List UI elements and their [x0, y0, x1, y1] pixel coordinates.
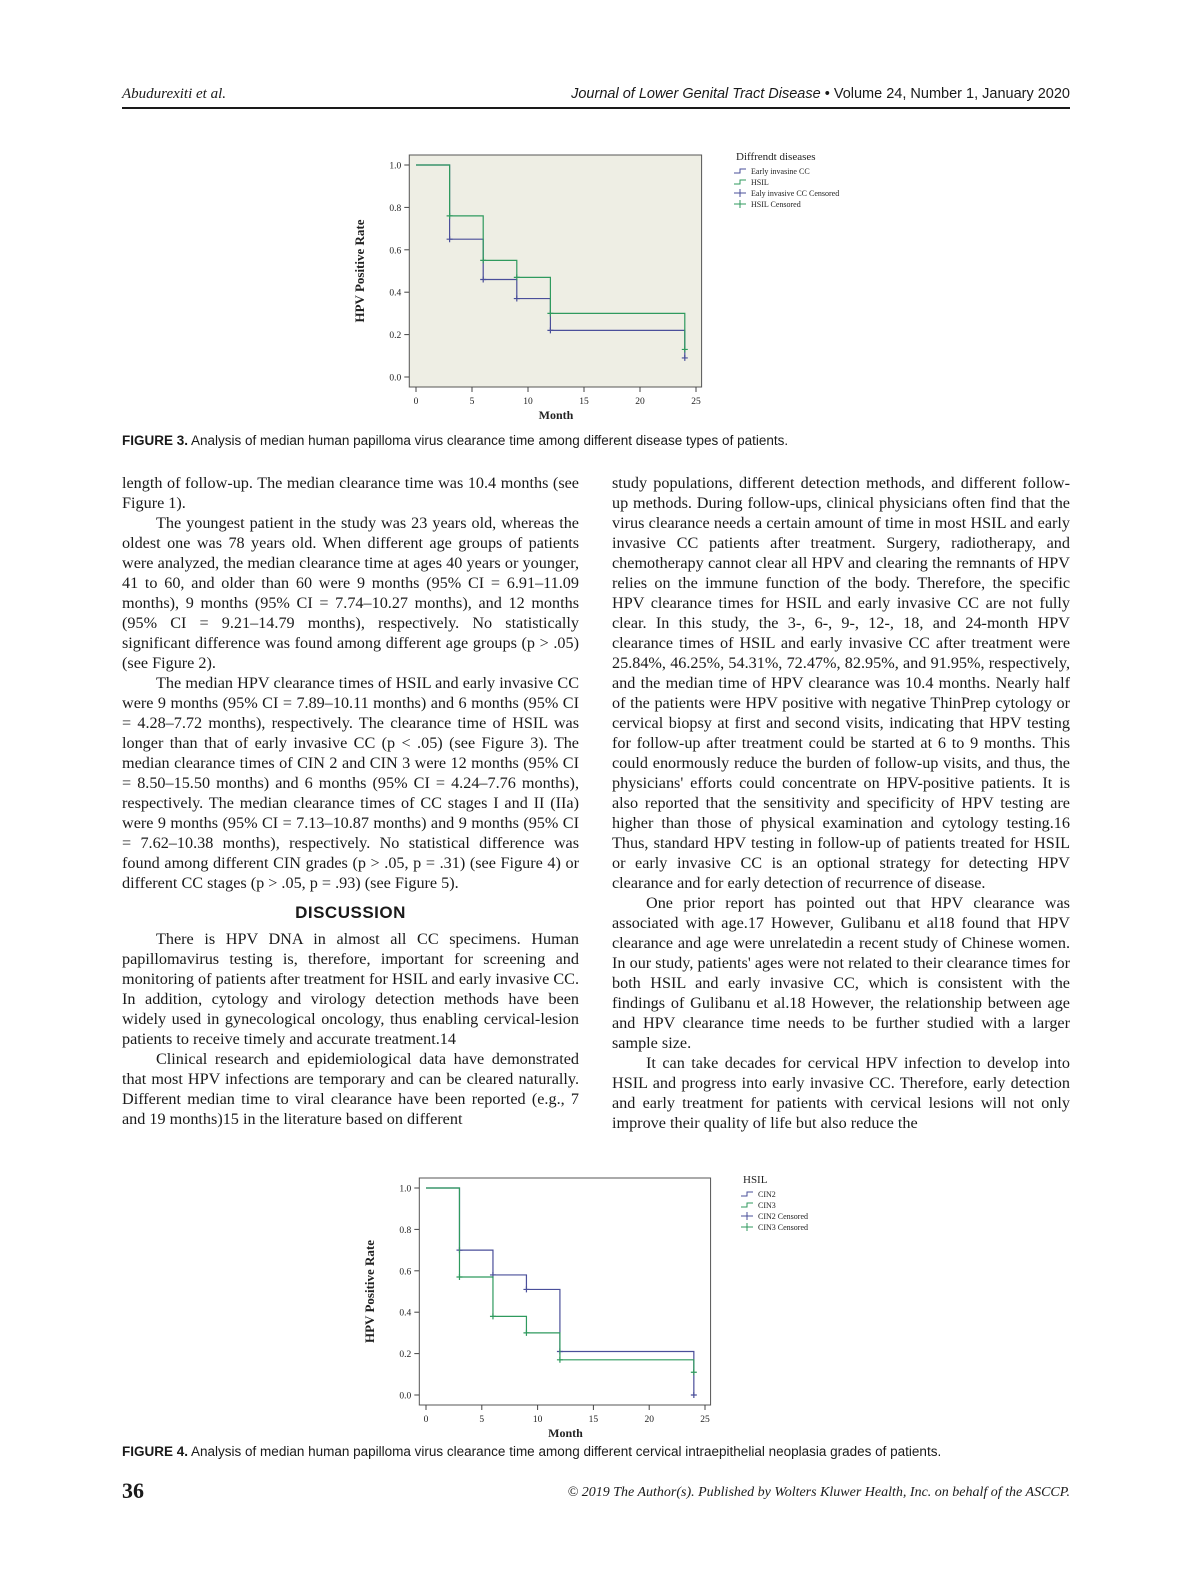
- paragraph: length of follow-up. The median clearance time was 10.4 months (see Figure 1).: [122, 474, 579, 512]
- figure-4-caption-label: FIGURE 4.: [122, 1444, 189, 1459]
- y-axis-label: HPV Positive Rate: [352, 219, 367, 323]
- header-volume: Volume 24, Number 1, January 2020: [833, 86, 1070, 102]
- x-tick-label: 10: [532, 1415, 543, 1425]
- legend-swatch-censor: [741, 1223, 753, 1231]
- header-bullet: •: [824, 86, 830, 102]
- figure-4: [350, 1168, 850, 1443]
- figure-3-caption: [122, 433, 1080, 448]
- plot-area: [409, 155, 701, 387]
- figure-3-caption-text: Analysis of median human papilloma virus clearance time among different disease types of patients.: [191, 433, 789, 448]
- y-tick-label: 0.6: [399, 1267, 412, 1278]
- y-tick-label: 1.0: [389, 161, 402, 172]
- copyright-notice: © 2019 The Author(s). Published by Wolters Kluwer Health, Inc. on behalf of the ASCCP.: [567, 1485, 1070, 1500]
- paragraph: The youngest patient in the study was 23 years old, whereas the oldest one was 78 years old. When different age groups of patients were analyzed, the median clearance time at ages 40 years or younger, 41 to 60, and older than 60 were 9 months (95% CI = 6.91–11.09 months), 9 months (95% CI = 7.74–10.27 months), and 12 months (95% CI = 9.21–14.79 months), respectively. No statistically significant difference was found among different age groups (p > .05) (see Figure 2).: [122, 514, 579, 672]
- right-column: [612, 473, 1070, 1133]
- header-journal: Journal of Lower Genital Tract Disease: [571, 86, 821, 102]
- legend-swatch-censor: [734, 200, 746, 208]
- y-axis-label: HPV Positive Rate: [362, 1239, 377, 1344]
- y-tick-label: 0.0: [399, 1391, 412, 1402]
- header-authors: Abudurexiti et al.: [122, 86, 227, 102]
- legend-item: Early invasine CC: [751, 167, 810, 176]
- discussion-heading: DISCUSSION: [295, 903, 406, 922]
- legend-item: CIN3 Censored: [758, 1223, 808, 1232]
- paragraph: It can take decades for cervical HPV infection to develop into HSIL and progress into early invasive CC. Therefore, early detection and early treatment for patients with cervical lesions will not only improve their quality of life but also reduce the: [612, 1054, 1070, 1132]
- y-tick-label: 0.8: [399, 1225, 412, 1236]
- legend-item: HSIL: [751, 178, 769, 187]
- x-tick-label: 0: [413, 397, 419, 407]
- y-tick-label: 0.4: [389, 288, 402, 299]
- paragraph: One prior report has pointed out that HPV clearance was associated with age.17 However, Gulibanu et al18 found that HPV clearance and age were unrelatedin a recent study of Chinese women. In our study, patients' ages were not related to their clearance times for both HSIL and early invasive CC, which is consistent with the findings of Gulibanu et al.18 However, the relationship between age and HPV clearance time needs to be further studied with a larger sample size.: [612, 894, 1070, 1052]
- legend-swatch-line: [734, 169, 746, 173]
- x-axis-label: Month: [538, 408, 574, 422]
- y-tick-label: 0.4: [399, 1308, 412, 1319]
- x-tick-label: 5: [479, 1415, 485, 1425]
- legend-title: HSIL: [743, 1174, 768, 1186]
- x-tick-label: 5: [469, 397, 475, 407]
- legend-swatch-line: [734, 180, 746, 184]
- x-tick-label: 15: [588, 1415, 599, 1425]
- x-tick-label: 0: [423, 1415, 429, 1425]
- y-tick-label: 0.0: [389, 373, 402, 384]
- running-header: [122, 86, 1070, 106]
- y-tick-label: 1.0: [399, 1184, 412, 1195]
- x-tick-label: 25: [691, 397, 701, 407]
- header-journal-info: [571, 86, 1070, 102]
- page-number: 36: [122, 1478, 144, 1503]
- y-tick-label: 0.2: [389, 331, 402, 342]
- x-tick-label: 25: [700, 1415, 710, 1425]
- legend-item: CIN2 Censored: [758, 1212, 808, 1221]
- left-column: [122, 473, 579, 1129]
- legend-swatch-censor: [734, 189, 746, 197]
- legend-title: Diffrendt diseases: [736, 151, 816, 163]
- figure-4-caption-text: Analysis of median human papilloma virus clearance time among different cervical intraepithelial neoplasia grades of patients.: [191, 1444, 942, 1459]
- figure-3-chart: [350, 140, 850, 430]
- x-axis-label: Month: [548, 1426, 583, 1440]
- figure-3-caption-label: FIGURE 3.: [122, 433, 189, 448]
- legend-swatch-censor: [741, 1212, 753, 1220]
- plot-area: [419, 1178, 710, 1405]
- x-tick-label: 15: [579, 397, 589, 407]
- legend-item: HSIL Censored: [751, 200, 801, 209]
- legend-swatch-line: [741, 1192, 753, 1196]
- figure-3: [350, 140, 850, 430]
- legend-swatch-line: [741, 1203, 753, 1207]
- y-tick-label: 0.6: [389, 246, 402, 257]
- legend-item: Ealy invasive CC Censored: [751, 189, 840, 198]
- figure-4-caption: [122, 1444, 1080, 1459]
- y-tick-label: 0.8: [389, 203, 402, 214]
- y-tick-label: 0.2: [399, 1350, 412, 1361]
- x-tick-label: 20: [635, 397, 645, 407]
- figure-4-chart: [350, 1168, 850, 1443]
- header-rule: [122, 107, 1070, 109]
- legend-item: CIN2: [758, 1190, 776, 1199]
- paragraph: There is HPV DNA in almost all CC specimens. Human papillomavirus testing is, therefore, important for screening and monitoring of patients after treatment for HSIL and early invasive CC. In addition, cytology and virology detection methods have been widely used in gynecological oncology, thus enabling cervical-lesion patients to receive timely and accurate treatment.14: [122, 930, 579, 1048]
- x-tick-label: 20: [644, 1415, 654, 1425]
- paragraph: study populations, different detection methods, and different follow-up methods. During follow-ups, clinical physicians often find that the virus clearance needs a certain amount of time in most HSIL and early invasive CC patients after treatment. Surgery, radiotherapy, and chemotherapy cannot clear all HPV and clearing the remnants of HPV relies on the immune function of the body. Therefore, the specific HPV clearance times for HSIL and early invasive CC are not fully clear. In this study, the 3-, 6-, 9-, 12-, 18, and 24-month HPV clearance times of HSIL and early invasive CC after treatment were 25.84%, 46.25%, 54.31%, 72.47%, 82.95%, and 91.95%, respectively, and the median time of HPV clearance was 10.4 months. Nearly half of the patients were HPV positive with negative ThinPrep cytology or cervical biopsy at first and second visits, indicating that HPV testing for follow-up after treatment could be started at 6 to 9 months. This could enormously reduce the burden of follow-up visits, and thus, the physicians' efforts could concentrate on HPV-positive patients. It is also reported that the sensitivity and specificity of HPV testing are higher than those of physical examination and cytology testing.16 Thus, standard HPV testing in follow-up of patients treated for HSIL or early invasive CC is an optional strategy for detecting HPV clearance and for early detection of recurrence of disease.: [612, 474, 1070, 892]
- paragraph: Clinical research and epidemiological data have demonstrated that most HPV infections are temporary and can be cleared naturally. Different median time to viral clearance have been reported (e.g., 7 and 19 months)15 in the literature based on different: [122, 1050, 579, 1128]
- legend-item: CIN3: [758, 1201, 776, 1210]
- x-tick-label: 10: [523, 397, 533, 407]
- paragraph: The median HPV clearance times of HSIL and early invasive CC were 9 months (95% CI = 7.89–10.11 months) and 6 months (95% CI = 4.28–7.72 months), respectively. The clearance time of HSIL was longer than that of early invasive CC (p < .05) (see Figure 3). The median clearance times of CIN 2 and CIN 3 were 12 months (95% CI = 8.50–15.50 months) and 6 months (95% CI = 4.24–7.76 months), respectively. The median clearance times of CC stages I and II (IIa) were 9 months (95% CI = 7.13–10.87 months) and 9 months (95% CI = 7.62–10.38 months), respectively. No statistical difference was found among different CIN grades (p > .05, p = .31) (see Figure 4) or different CC stages (p > .05, p = .93) (see Figure 5).: [122, 674, 579, 892]
